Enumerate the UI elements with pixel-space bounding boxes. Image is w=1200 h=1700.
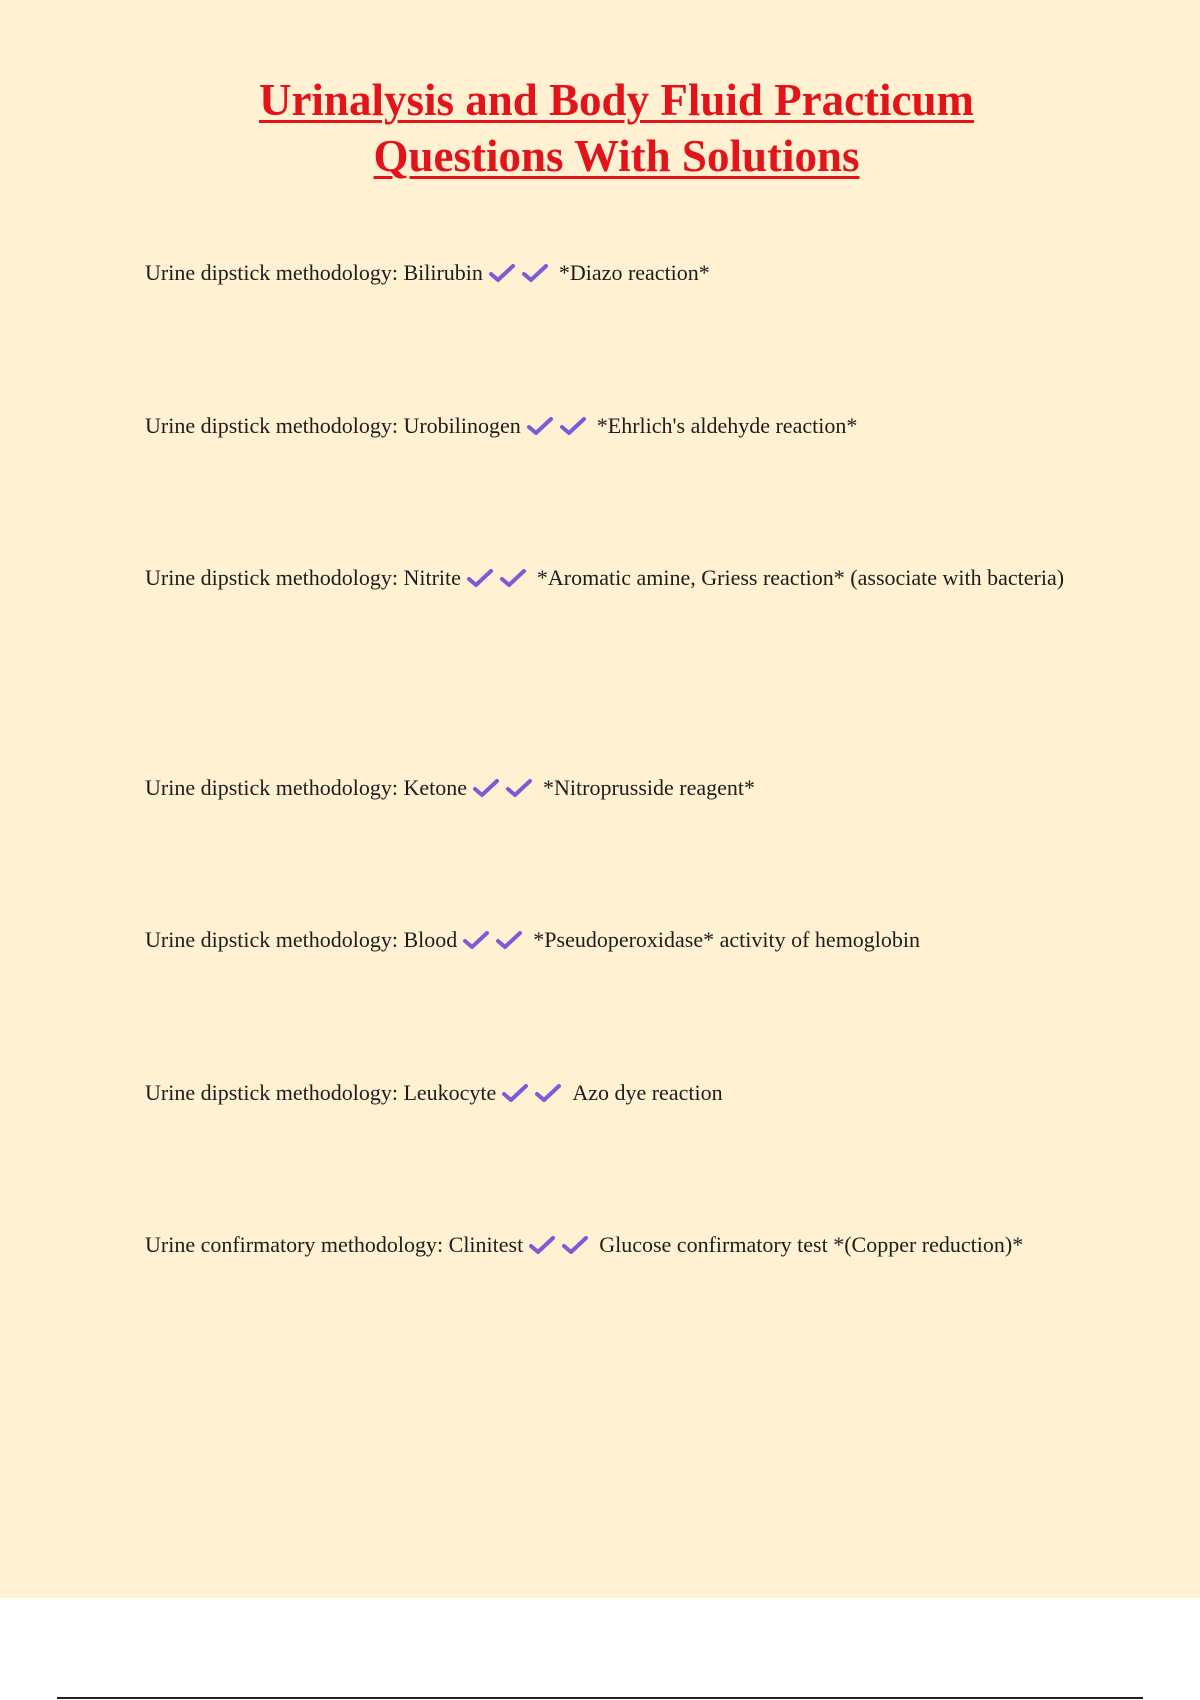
answer-text: *Nitroprusside reagent* bbox=[543, 775, 755, 800]
double-check-marks bbox=[502, 1066, 568, 1126]
question-text: Urine dipstick methodology: Bilirubin bbox=[145, 260, 483, 285]
question-text: Urine confirmatory methodology: Clinitest bbox=[145, 1232, 524, 1257]
question-text: Urine dipstick methodology: Blood bbox=[145, 927, 458, 952]
check-icon bbox=[535, 1083, 561, 1103]
qa-item bbox=[145, 396, 1075, 459]
answer-text: Glucose confirmatory test *(Copper reduction)* bbox=[599, 1232, 1024, 1257]
qa-item bbox=[145, 1215, 1075, 1278]
double-check-marks bbox=[527, 399, 593, 459]
answer-text: Azo dye reaction bbox=[572, 1080, 723, 1105]
check-icon bbox=[500, 568, 526, 588]
check-icon bbox=[467, 568, 493, 588]
check-icon bbox=[463, 930, 489, 950]
check-icon bbox=[562, 1235, 588, 1255]
answer-text: *Ehrlich's aldehyde reaction* bbox=[596, 413, 858, 438]
check-icon bbox=[496, 930, 522, 950]
title-line-2: Questions With Solutions bbox=[373, 131, 860, 181]
document-title bbox=[0, 72, 1200, 184]
check-icon bbox=[506, 778, 532, 798]
check-icon bbox=[527, 416, 553, 436]
qa-item bbox=[145, 548, 1075, 611]
check-icon bbox=[529, 1235, 555, 1255]
question-text: Urine dipstick methodology: Nitrite bbox=[145, 565, 461, 590]
double-check-marks bbox=[467, 551, 533, 611]
title-line-1: Urinalysis and Body Fluid Practicum bbox=[258, 75, 975, 125]
double-check-marks bbox=[463, 913, 529, 973]
double-check-marks bbox=[473, 761, 539, 821]
question-text: Urine dipstick methodology: Leukocyte bbox=[145, 1080, 497, 1105]
answer-text: *Aromatic amine, Griess reaction* (associate with bacteria) bbox=[536, 565, 1065, 590]
answer-text: *Diazo reaction* bbox=[558, 260, 710, 285]
qa-item bbox=[145, 910, 1075, 973]
check-icon bbox=[489, 263, 515, 283]
double-check-marks bbox=[529, 1218, 595, 1278]
qa-item bbox=[145, 243, 1075, 306]
check-icon bbox=[560, 416, 586, 436]
question-text: Urine dipstick methodology: Ketone bbox=[145, 775, 467, 800]
double-check-marks bbox=[489, 246, 555, 306]
qa-item bbox=[145, 1063, 1075, 1126]
answer-text: *Pseudoperoxidase* activity of hemoglobin bbox=[533, 927, 921, 952]
check-icon bbox=[473, 778, 499, 798]
check-icon bbox=[502, 1083, 528, 1103]
check-icon bbox=[522, 263, 548, 283]
footer-rule bbox=[57, 1697, 1143, 1699]
question-text: Urine dipstick methodology: Urobilinogen bbox=[145, 413, 521, 438]
qa-item bbox=[145, 758, 1075, 821]
